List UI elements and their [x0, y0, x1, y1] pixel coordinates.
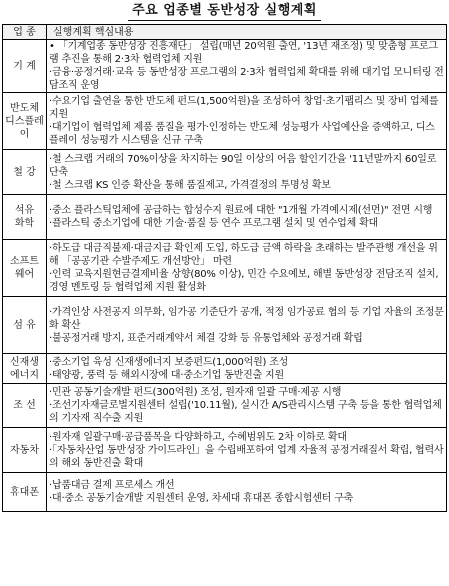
sector-cell [3, 195, 47, 240]
sector-cell [3, 240, 47, 297]
plan-item: ·대기업이 협력업체 제품 품질을 평가·인정하는 반도체 성능평가 사업예산을 증액하고, 디스플레이 성능평가 시스템을 신규 구축 [49, 122, 435, 146]
plan-item: ·조선기자재글로벌지원센터 설립('10.11월), 실시간 A/S관리시스템 구축 등을 통한 협력업체의 기자재 직수출 지원 [49, 400, 442, 424]
table-row [3, 40, 447, 93]
plan-cell [47, 150, 447, 195]
plan-item: ·하도급 대금직불제·대금지급 확인제 도입, 하도급 금액 하락을 초래하는 발주관행 개선을 위해 「공공기관 수발주제도 개선방안」 마련 [49, 243, 438, 267]
plan-item: ·태양광, 풍력 등 해외시장에 대·중소기업 동반진출 지원 [49, 369, 284, 381]
sector-cell [3, 428, 47, 473]
sector-label: 에너지 [10, 369, 39, 381]
plan-item: ·납품대금 결제 프로세스 개선 [49, 480, 175, 491]
plan-item: ·수요기업 출연을 통한 반도체 펀드(1,500억원)을 조성하여 창업·초기팹리스 및 장비 업체를 지원 [49, 96, 439, 120]
table-row [3, 93, 447, 150]
table-row [3, 428, 447, 473]
plan-cell [47, 297, 447, 354]
plan-item: ·플라스틱 중소기업에 대한 기술·품질 등 연수 프로그램 설치 및 연수업체 확대 [49, 218, 379, 229]
plan-item: ·철 스크랩 거래의 70%이상을 차지하는 90일 이상의 어음 할인기간을 '11년말까지 60일로 단축 [49, 153, 437, 178]
sector-label: 웨어 [14, 269, 35, 280]
sector-label: 석유 [14, 205, 35, 216]
plan-item: ·금융·공정거래·교육 등 동반성장 프로그램의 2·3차 협력업체 확대를 위해 대기업 모니터링 전담조직 운영 [49, 67, 444, 91]
plan-item: ·대·중소 공동기술개발 지원센터 운영, 차세대 휴대폰 종합시험센터 구축 [49, 493, 354, 504]
table-row [3, 384, 447, 428]
table-body [3, 40, 447, 512]
header-sector: 업 종 [3, 25, 47, 40]
sector-cell [3, 354, 47, 384]
sector-label: 기 계 [13, 60, 36, 72]
plan-item: ·가격인상 사전공지 의무화, 임가공 기준단가 공개, 적정 임가공료 협의 등 기업 자율의 조정문화 확산 [49, 306, 444, 331]
document-title: 주요 업종별 동반성장 실행계획 [128, 2, 321, 21]
sector-label: 휴대폰 [10, 486, 39, 498]
sector-label: 조 선 [13, 400, 36, 411]
plan-item: ·철 스크랩 KS 인증 확산을 통해 품질제고, 가격결정의 투명성 확보 [49, 179, 331, 191]
plan-cell [47, 384, 447, 428]
table-row [3, 150, 447, 195]
plan-item: ·중소기업 육성 신재생에너지 보증펀드(1,000억원) 조성 [49, 356, 289, 368]
sector-cell [3, 150, 47, 195]
sector-cell [3, 93, 47, 150]
plan-item: ·중소 플라스틱업체에 공급하는 합성수지 원료에 대한 "1개월 가격예시제(선먼)" 전면 시행 [49, 205, 433, 216]
table-row [3, 354, 447, 384]
plan-cell [47, 354, 447, 384]
plan-cell [47, 93, 447, 150]
sector-label: 화학 [14, 218, 35, 229]
sector-label: 반도체 [10, 102, 39, 114]
table-row [3, 240, 447, 297]
title-area [0, 0, 449, 24]
plan-cell [47, 473, 447, 512]
table-row [3, 195, 447, 240]
plan-item: ·불공정거래 방지, 표준거래계약서 체결 강화 등 유통업체와 공정거래 확립 [49, 332, 363, 344]
sector-cell [3, 297, 47, 354]
table-row [3, 473, 447, 512]
sector-label: 자동차 [10, 444, 39, 456]
sector-label: 신재생 [10, 356, 39, 368]
table-row [3, 297, 447, 354]
sector-cell [3, 473, 47, 512]
sector-cell [3, 384, 47, 428]
plan-cell [47, 428, 447, 473]
plan-cell [47, 195, 447, 240]
table-header-row [3, 25, 447, 40]
sector-label: 섬 유 [13, 319, 36, 331]
sector-label: 디스플레이 [5, 115, 44, 140]
plan-item: ·원자재 일괄구매·공급품목을 다양화하고, 수혜범위도 2차 이하로 확대 [49, 431, 347, 443]
sector-cell [3, 40, 47, 93]
sector-label: 소프트 [10, 256, 39, 267]
sector-plan-table [2, 24, 447, 512]
plan-item: • 「기계업종 동반성장 진흥재단」 설립(매년 20억원 출연, '13년 재조정) 및 맞춤형 프로그램 추진을 통해 2·3차 협력업체 지원 [49, 41, 438, 65]
plan-cell [47, 240, 447, 297]
plan-item: ·「자동차산업 동반성장 가이드라인」을 수립배포하여 업계 자율적 공정거래질서 확립, 협력사의 해외 동반진출 확대 [49, 444, 444, 469]
header-plan: 실행계획 핵심내용 [47, 25, 447, 40]
plan-item: ·인력 교육지원현금결제비율 상향(80% 이상), 민간 수요예보, 해별 동반성장 전담조직 설치, 경영 멘토링 등 협력업체 지원 활성화 [49, 269, 439, 293]
plan-item: ·민관 공동기술개발 펀드(300억원) 조성, 원자재 일괄 구매·제공 시행 [49, 387, 342, 398]
sector-label: 철 강 [13, 166, 36, 178]
plan-cell [47, 40, 447, 93]
